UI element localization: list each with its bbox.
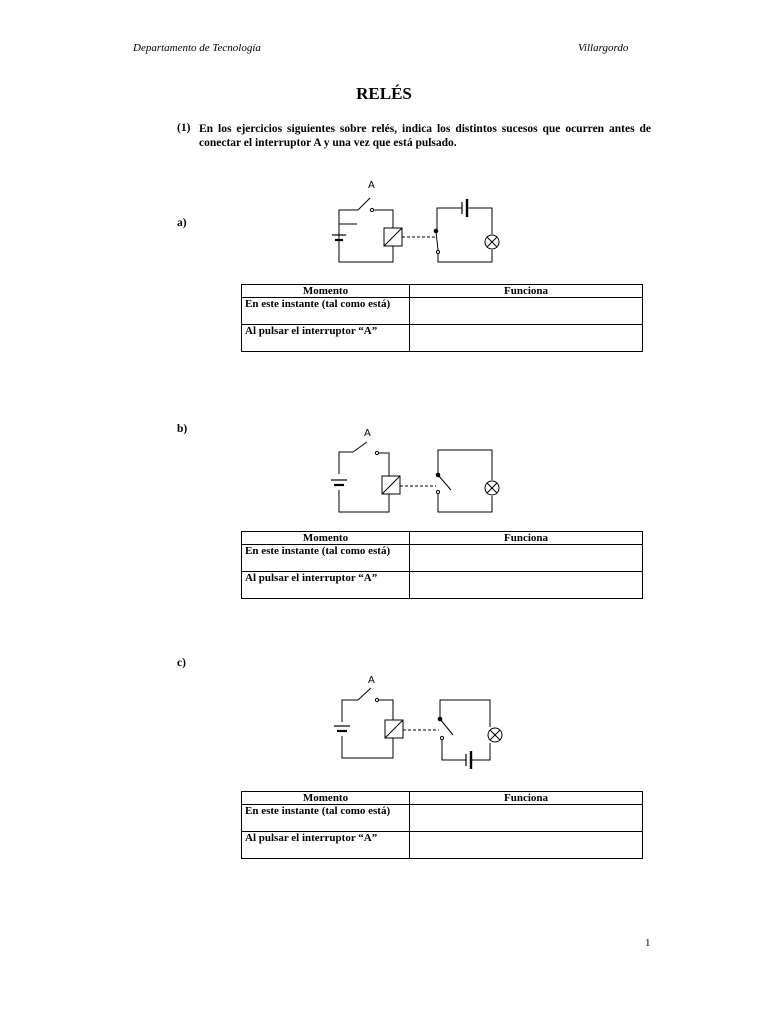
circuit-b-switch-a-lever [353, 442, 367, 452]
question-number: (1) [177, 122, 191, 134]
table-cell-moment: Al pulsar el interruptor “A” [242, 572, 410, 599]
table-row [242, 545, 643, 572]
section-b-label: b) [177, 423, 188, 435]
table-row [242, 325, 643, 352]
table-header-row [242, 792, 643, 805]
table-c [241, 791, 643, 859]
table-cell-answer[interactable] [410, 832, 643, 859]
table-header-funciona: Funciona [410, 792, 643, 805]
table-a [241, 284, 643, 352]
circuit-a-control-wire-left [339, 224, 393, 262]
table-cell-answer[interactable] [410, 572, 643, 599]
table-row [242, 572, 643, 599]
table-header-momento: Momento [242, 285, 410, 298]
table-cell-moment: En este instante (tal como está) [242, 805, 410, 832]
table-header-funciona: Funciona [410, 285, 643, 298]
table-cell-moment: En este instante (tal como está) [242, 545, 410, 572]
table-cell-answer[interactable] [410, 545, 643, 572]
circuit-b-switch-label: A [364, 428, 371, 439]
table-header-momento: Momento [242, 792, 410, 805]
circuit-c-switch-label: A [368, 675, 375, 686]
table-cell-moment: En este instante (tal como está) [242, 298, 410, 325]
table-cell-moment: Al pulsar el interruptor “A” [242, 832, 410, 859]
section-a-label: a) [177, 217, 187, 229]
circuit-c-diagram [325, 672, 515, 776]
circuit-b-diagram [322, 424, 512, 520]
table-cell-answer[interactable] [410, 325, 643, 352]
table-header-row [242, 532, 643, 545]
table-header-funciona: Funciona [410, 532, 643, 545]
table-header-row [242, 285, 643, 298]
table-cell-answer[interactable] [410, 298, 643, 325]
page-title: RELÉS [356, 84, 412, 103]
section-c-label: c) [177, 657, 186, 669]
table-header-momento: Momento [242, 532, 410, 545]
table-cell-moment: Al pulsar el interruptor “A” [242, 325, 410, 352]
question-text: En los ejercicios siguientes sobre relés, indica los distintos sucesos que ocurren antes de conectar el interruptor A y una vez que está pulsado. [199, 123, 651, 149]
circuit-a-switch-a-lever [358, 198, 370, 210]
table-b [241, 531, 643, 599]
page-number: 1 [645, 937, 651, 949]
circuit-a-switch-label: A [368, 180, 375, 191]
table-row [242, 298, 643, 325]
circuit-a-diagram [330, 176, 510, 270]
table-row [242, 832, 643, 859]
table-cell-answer[interactable] [410, 805, 643, 832]
header-location: Villargordo [578, 42, 629, 54]
circuit-c-switch-a-lever [358, 688, 371, 700]
header-department: Departamento de Tecnología [133, 42, 261, 54]
table-row [242, 805, 643, 832]
